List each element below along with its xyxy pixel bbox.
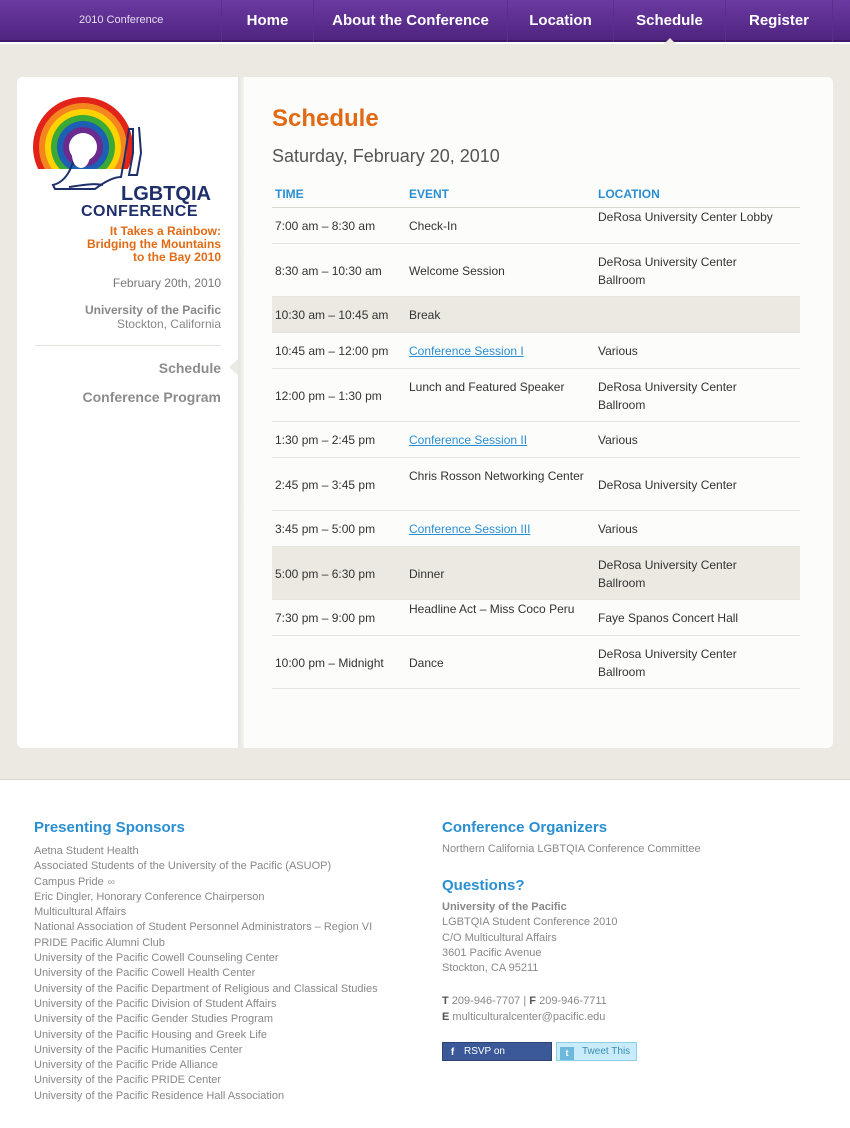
cell-event — [409, 520, 584, 538]
address-line: 3601 Pacific Avenue — [442, 946, 542, 959]
address-line: LGBTQIA Student Conference 2010 — [442, 916, 618, 929]
cell-time: 5:00 pm – 6:30 pm — [275, 566, 376, 581]
table-row — [272, 422, 800, 458]
cell-location: Various — [598, 522, 638, 536]
table-row — [272, 208, 800, 244]
sponsor-item: University of the Pacific Department of Religious and Classical Studies — [34, 982, 378, 995]
cell-event: Dinner — [409, 566, 445, 581]
nav-about[interactable]: About the Conference — [313, 0, 507, 42]
table-row — [272, 297, 800, 333]
cell-event: Welcome Session — [409, 263, 505, 278]
cell-location: Faye Spanos Concert Hall — [598, 611, 739, 625]
cell-time: 10:30 am – 10:45 am — [275, 308, 389, 322]
logo-lgbtqia: LGBTQIA — [121, 183, 211, 205]
sponsor-item: University of the Pacific Gender Studies Program — [34, 1013, 274, 1026]
cell-location: DeRosa University Center Ballroom — [598, 379, 737, 412]
sponsor-item: University of the Pacific PRIDE Center — [34, 1074, 222, 1087]
cell-event — [409, 431, 584, 449]
conference-logo[interactable] — [33, 93, 223, 223]
column-header-event: EVENT — [409, 187, 450, 201]
cell-location: DeRosa University Center Ballroom — [598, 646, 737, 679]
fax-number: 209-946-7711 — [539, 995, 607, 1007]
organizers-heading: Conference Organizers — [442, 819, 608, 836]
sponsor-item: University of the Pacific Housing and Greek Life — [34, 1028, 267, 1041]
sponsor-item: Associated Students of the University of the Pacific (ASUOP) — [34, 860, 332, 873]
nav-register[interactable]: Register — [725, 0, 833, 42]
table-row — [272, 369, 800, 422]
phone-key: T — [442, 995, 449, 1007]
page-title: Schedule — [272, 105, 379, 132]
conference-date: February 20th, 2010 — [112, 276, 221, 290]
sponsor-item: Campus Pride ∞ — [34, 875, 115, 888]
contact-phone: T 209-946-7707 | F 209-946-7711 — [442, 995, 607, 1007]
table-row — [272, 511, 800, 547]
content-band — [0, 44, 850, 780]
contact-address — [442, 900, 618, 976]
cell-time: 7:00 am – 8:30 am — [275, 219, 376, 233]
table-row — [272, 547, 800, 600]
cell-event: Check-In — [409, 219, 458, 233]
sponsor-item: University of the Pacific Residence Hall Association — [34, 1089, 285, 1102]
table-row — [272, 458, 800, 511]
cell-time: 12:00 pm – 1:30 pm — [275, 388, 382, 403]
cell-location: DeRosa University Center Lobby — [598, 210, 773, 224]
sponsor-item: Aetna Student Health — [34, 845, 139, 857]
table-row — [272, 244, 800, 297]
sidebar-link-schedule[interactable]: Schedule — [158, 360, 221, 376]
sponsor-item: Multicultural Affairs — [34, 906, 127, 919]
column-header-time: TIME — [275, 187, 304, 201]
tagline-line: It Takes a Rainbow: — [109, 224, 221, 238]
sponsor-item: National Association of Student Personnel Administrators – Region VI — [34, 921, 373, 934]
fax-key: F — [529, 995, 537, 1007]
link-icon[interactable]: ∞ — [107, 876, 115, 888]
session-link[interactable]: Conference Session III — [409, 522, 531, 536]
cell-event: Lunch and Featured Speaker — [409, 379, 565, 394]
address-line: Stockton, CA 95211 — [442, 962, 539, 975]
email-link[interactable]: multiculturalcenter@pacific.edu — [452, 1011, 606, 1023]
tweet-button[interactable] — [556, 1042, 637, 1061]
top-navigation — [0, 0, 850, 42]
session-link[interactable]: Conference Session II — [409, 433, 528, 447]
cell-event: Headline Act – Miss Coco Peru — [409, 602, 575, 616]
nav-home[interactable]: Home — [221, 0, 313, 42]
cell-location: DeRosa University Center Ballroom — [598, 557, 737, 590]
facebook-icon: f — [450, 1047, 455, 1058]
cell-time: 10:45 am – 12:00 pm — [275, 344, 389, 358]
sponsor-item: University of the Pacific Cowell Health Center — [34, 967, 256, 980]
cell-event — [409, 342, 584, 360]
cell-time: 2:45 pm – 3:45 pm — [275, 477, 376, 492]
cell-time: 10:00 pm – Midnight — [275, 655, 384, 670]
address-line: University of the Pacific — [442, 901, 567, 913]
conference-university: University of the Pacific — [84, 303, 221, 317]
main-content — [244, 77, 833, 748]
schedule-date: Saturday, February 20, 2010 — [272, 146, 500, 166]
footer — [0, 781, 850, 1128]
cell-time: 8:30 am – 10:30 am — [275, 263, 382, 278]
sponsor-item: University of the Pacific Pride Alliance — [34, 1059, 219, 1072]
sidebar-divider — [35, 345, 221, 346]
table-row — [272, 333, 800, 369]
sponsor-item: PRIDE Pacific Alumni Club — [34, 936, 165, 949]
rsvp-label: RSVP on Facebook — [447, 1046, 505, 1074]
email-key: E — [442, 1011, 450, 1023]
sponsors-list — [34, 844, 378, 1104]
tagline-line: Bridging the Mountains — [87, 237, 221, 251]
sidebar-link-program[interactable]: Conference Program — [82, 389, 221, 405]
nav-schedule[interactable]: Schedule — [613, 0, 725, 42]
cell-time: 1:30 pm – 2:45 pm — [275, 433, 376, 447]
cell-location: DeRosa University Center Ballroom — [598, 254, 737, 287]
phone-number: 209-946-7707 — [451, 995, 521, 1007]
contact-email — [442, 1010, 605, 1025]
sponsor-item: University of the Pacific Division of Student Affairs — [34, 997, 277, 1010]
tweet-label: Tweet This — [582, 1046, 631, 1057]
address-line: C/O Multicultural Affairs — [442, 931, 557, 944]
cell-time: 3:45 pm – 5:00 pm — [275, 522, 376, 536]
conference-tagline — [21, 225, 221, 264]
sponsors-heading: Presenting Sponsors — [34, 819, 185, 836]
cell-event: Break — [409, 308, 441, 322]
sponsor-item: Eric Dingler, Honorary Conference Chairperson — [34, 890, 265, 903]
sponsor-item: University of the Pacific Humanities Center — [34, 1043, 243, 1056]
twitter-icon: t — [560, 1047, 574, 1060]
questions-heading: Questions? — [442, 877, 525, 894]
cell-event: Chris Rosson Networking Center — [409, 468, 584, 483]
tagline-line: to the Bay 2010 — [132, 250, 221, 264]
column-header-location: LOCATION — [598, 187, 660, 201]
table-row — [272, 600, 800, 636]
sponsor-item: University of the Pacific Cowell Counseling Center — [34, 952, 279, 965]
organizers-text: Northern California LGBTQIA Conference Committee — [442, 843, 701, 855]
rsvp-facebook-button[interactable] — [442, 1042, 552, 1074]
cell-location: Various — [598, 344, 638, 358]
session-link[interactable]: Conference Session I — [409, 344, 524, 358]
logo-conference: CONFERENCE — [81, 203, 199, 220]
nav-brand[interactable]: 2010 Conference — [79, 14, 164, 26]
cell-location: Various — [598, 433, 638, 447]
conference-location: Stockton, California — [116, 317, 221, 331]
table-row — [272, 636, 800, 689]
nav-location[interactable]: Location — [507, 0, 613, 42]
cell-time: 7:30 pm – 9:00 pm — [275, 611, 376, 625]
cell-location: DeRosa University Center — [598, 477, 737, 492]
content-card — [17, 77, 833, 748]
sidebar — [17, 77, 239, 748]
cell-event: Dance — [409, 655, 444, 670]
